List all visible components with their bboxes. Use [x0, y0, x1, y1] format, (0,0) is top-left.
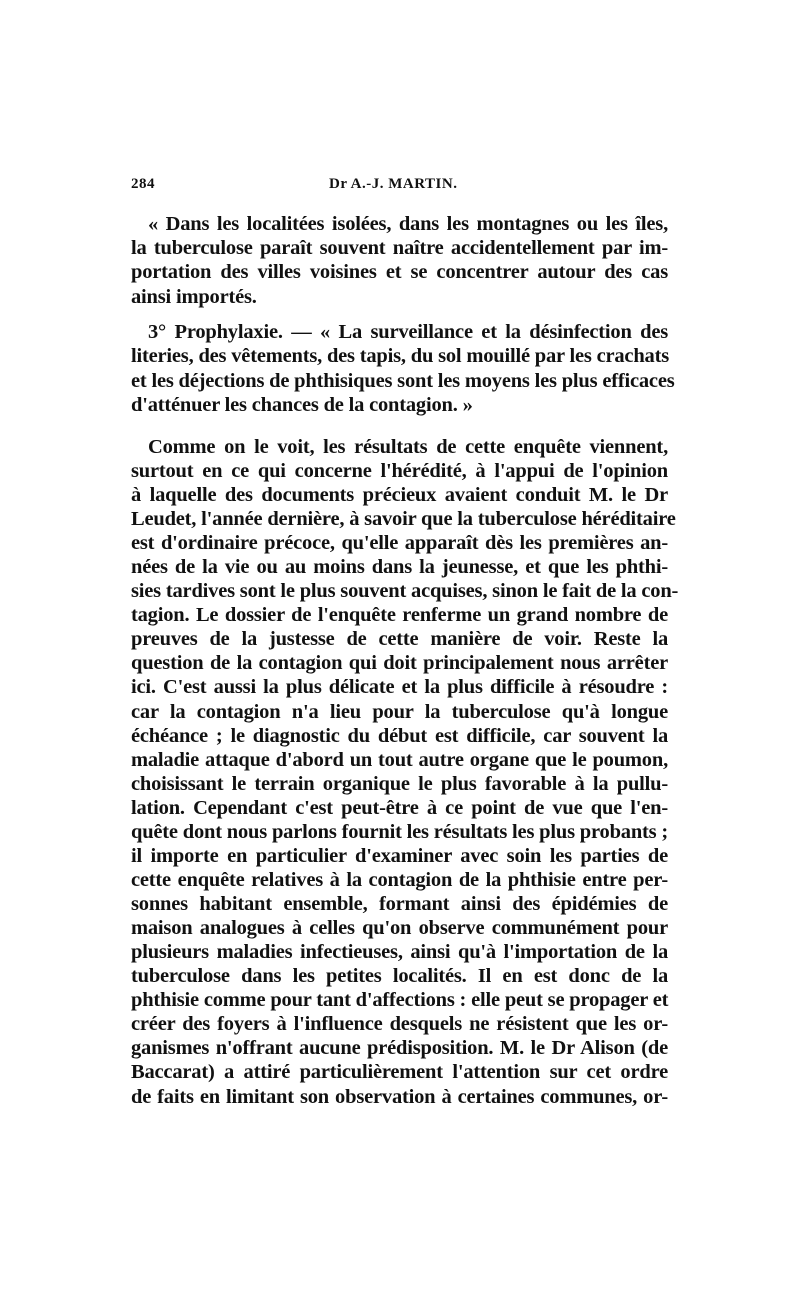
text-line: créer des foyers à l'influence desquels ne résistent que les or- — [131, 1013, 668, 1035]
text-line: plusieurs maladies infectieuses, ainsi qu'à l'importation de la — [131, 941, 668, 963]
text-line: portation des villes voisines et se concentrer autour des cas — [131, 261, 668, 283]
text-line: tuberculose dans les petites localités. Il en est donc de la — [131, 965, 668, 987]
text-line: preuves de la justesse de cette manière de voir. Reste la — [131, 628, 668, 650]
text-line: ainsi importés. — [131, 286, 257, 308]
text-line: tagion. Le dossier de l'enquête renferme un grand nombre de — [131, 604, 668, 626]
text-line: sonnes habitant ensemble, formant ainsi des épidémies de — [131, 893, 668, 915]
text-line: maison analogues à celles qu'on observe communément pour — [131, 917, 668, 939]
text-line: et les déjections de phthisiques sont les moyens les plus efficaces — [131, 370, 675, 392]
page-number: 284 — [131, 176, 155, 192]
text-line: surtout en ce qui concerne l'hérédité, à l'appui de l'opinion — [131, 460, 668, 482]
text-line: question de la contagion qui doit principalement nous arrêter — [131, 652, 668, 674]
text-line: quête dont nous parlons fournit les résultats les plus probants ; — [131, 821, 668, 843]
text-line: ganismes n'offrant aucune prédisposition. M. le Dr Alison (de — [131, 1037, 668, 1059]
text-line: il importe en particulier d'examiner avec soin les parties de — [131, 845, 668, 867]
running-header — [131, 176, 668, 198]
running-title: Dr A.-J. MARTIN. — [329, 176, 458, 192]
text-line: car la contagion n'a lieu pour la tuberculose qu'à longue — [131, 701, 668, 723]
text-line: ici. C'est aussi la plus délicate et la plus difficile à résoudre : — [131, 676, 668, 698]
text-line: phthisie comme pour tant d'affections : elle peut se propager et — [131, 989, 669, 1011]
text-line: nées de la vie ou au moins dans la jeunesse, et que les phthi- — [131, 556, 668, 578]
text-line: maladie attaque d'abord un tout autre organe que le poumon, — [131, 749, 668, 771]
text-line: d'atténuer les chances de la contagion. » — [131, 394, 473, 416]
text-line: de faits en limitant son observation à certaines communes, or- — [131, 1086, 668, 1108]
text-line: Comme on le voit, les résultats de cette enquête viennent, — [148, 436, 668, 458]
text-line: Baccarat) a attiré particulièrement l'attention sur cet ordre — [131, 1061, 668, 1083]
text-line: échéance ; le diagnostic du début est difficile, car souvent la — [131, 725, 668, 747]
text-line: literies, des vêtements, des tapis, du sol mouillé par les crachats — [131, 345, 669, 367]
text-line: 3° Prophylaxie. — « La surveillance et la désinfection des — [148, 321, 668, 343]
text-line: est d'ordinaire précoce, qu'elle apparaît dès les premières an- — [131, 532, 668, 554]
text-line: cette enquête relatives à la contagion de la phthisie entre per- — [131, 869, 668, 891]
text-line: à laquelle des documents précieux avaient conduit M. le Dr — [131, 484, 668, 506]
text-line: lation. Cependant c'est peut-être à ce point de vue que l'en- — [131, 797, 668, 819]
text-line: choisissant le terrain organique le plus favorable à la pullu- — [131, 773, 668, 795]
text-line: Leudet, l'année dernière, à savoir que la tuberculose héréditaire — [131, 508, 676, 530]
text-line: la tuberculose paraît souvent naître accidentellement par im- — [131, 237, 668, 259]
text-line: « Dans les localitées isolées, dans les montagnes ou les îles, — [148, 213, 668, 235]
text-line: sies tardives sont le plus souvent acquises, sinon le fait de la con- — [131, 580, 679, 602]
